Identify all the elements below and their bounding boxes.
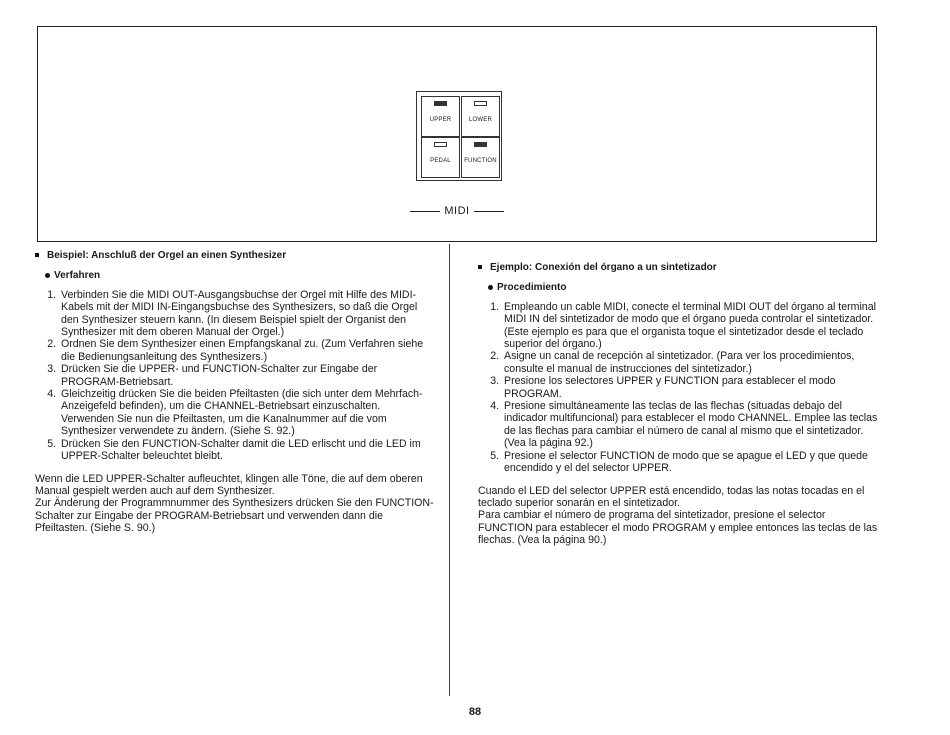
upper-button-label: UPPER: [429, 117, 452, 123]
spanish-heading-text: Ejemplo: Conexión del órgano a un sintetizador: [490, 262, 717, 273]
spanish-paragraph-2: Para cambiar el número de programa del sintetizador, presione el selector FUNCTION para establecer el modo PROGRAM y emplee entonces las teclas de las flechas. (Vea la página 90.): [478, 509, 878, 547]
spanish-subheading: [488, 282, 878, 294]
lower-led-indicator: [474, 101, 487, 106]
upper-button: [421, 96, 460, 137]
spanish-notes: [478, 485, 878, 547]
spanish-step: 5. Presione el selector FUNCTION de modo que se apague el LED y que quede encendido y el del selector UPPER.: [502, 450, 878, 475]
german-step: 2. Ordnen Sie dem Synthesizer einen Empfangskanal zu. (Zum Verfahren siehe die Bedienungsanleitung des Synthesizers.): [59, 338, 435, 363]
upper-led-indicator: [434, 101, 447, 106]
german-heading-text: Beispiel: Anschluß der Orgel an einen Synthesizer: [47, 250, 287, 261]
dot-bullet-icon: [488, 285, 493, 290]
midi-figure: [37, 26, 877, 242]
german-subheading-text: Verfahren: [54, 270, 101, 282]
function-led-indicator: [474, 142, 487, 147]
lower-button: [461, 96, 500, 137]
german-heading: [35, 250, 435, 262]
german-paragraph-1: Wenn die LED UPPER-Schalter aufleuchtet, klingen alle Töne, die auf dem oberen Manual gespielt werden auch auf dem Synthesizer.: [35, 472, 423, 497]
function-button-label: FUNCTION: [464, 158, 497, 164]
spanish-steps: [478, 301, 878, 475]
caption-text: MIDI: [444, 205, 470, 217]
german-step: 3. Drücken Sie die UPPER- und FUNCTION-Schalter zur Eingabe der PROGRAM-Betriebsart.: [59, 363, 435, 388]
spanish-step: 3. Presione los selectores UPPER y FUNCTION para establecer el modo PROGRAM.: [502, 375, 878, 400]
page-number: 88: [468, 706, 482, 718]
german-steps: [35, 289, 435, 463]
german-step: 4. Gleichzeitig drücken Sie die beiden Pfeiltasten (die sich unter dem Mehrfach-Anzeigefeld befinden), um die CHANNEL-Betriebsart einzuschalten. Verwenden Sie nun die Pfeiltasten, um die Kanalnummer auf die vom Synthesizer verwendete zu ändern. (Siehe S. 92.): [59, 388, 435, 438]
button-panel: [416, 91, 502, 181]
spanish-heading: [478, 262, 878, 274]
german-notes: [35, 473, 435, 535]
spanish-step: 2. Asigne un canal de recepción al sintetizador. (Para ver los procedimientos, consulte el manual de instrucciones del sintetizador.): [502, 350, 878, 375]
german-column: [35, 250, 435, 535]
german-subheading: [45, 270, 435, 282]
figure-caption: [38, 205, 876, 217]
square-bullet-icon: [35, 253, 39, 257]
spanish-column: [478, 262, 878, 547]
pedal-led-indicator: [434, 142, 447, 147]
spanish-subheading-text: Procedimiento: [497, 282, 567, 294]
german-step: 5. Drücken Sie den FUNCTION-Schalter damit die LED erlischt und die LED im UPPER-Schalter beleuchtet bleibt.: [59, 438, 435, 463]
spanish-paragraph-1: Cuando el LED del selector UPPER está encendido, todas las notas tocadas en el teclado superior sonarán en el sintetizador.: [478, 484, 865, 509]
spanish-step: 1. Empleando un cable MIDI, conecte el terminal MIDI OUT del órgano al terminal MIDI IN del sintetizador de modo que el órgano pueda controlar el sintetizador. (Este ejemplo es para que el organista toque el sintetizador desde el teclado superior del órgano.): [502, 301, 878, 351]
german-step: 1. Verbinden Sie die MIDI OUT-Ausgangsbuchse der Orgel mit Hilfe des MIDI-Kabels mit der MIDI IN-Eingangsbuchse des Synthesizers, so daß die Orgel den Synthesizer steuern kann. (In diesem Beispiel spielt der Organist den Synthesizer mit dem oberen Manual der Orgel.): [59, 289, 435, 339]
pedal-button-label: PEDAL: [430, 158, 451, 164]
dot-bullet-icon: [45, 273, 50, 278]
lower-button-label: LOWER: [468, 117, 492, 123]
column-divider: [449, 244, 450, 696]
german-paragraph-2: Zur Änderung der Programmnummer des Synthesizers drücken Sie den FUNCTION-Schalter zur Eingabe der PROGRAM-Betriebsart und verwenden dann die Pfeiltasten. (Siehe S. 90.): [35, 497, 434, 535]
pedal-button: [421, 137, 460, 178]
function-button: [461, 137, 500, 178]
spanish-step: 4. Presione simultáneamente las teclas de las flechas (situadas debajo del indicador multifuncional) para establecer el modo CHANNEL. Emplee las teclas de las flechas para cambiar el número de canal al mismo que el sintetizador. (Vea la página 92.): [502, 400, 878, 450]
caption-dash-right: [474, 211, 504, 212]
caption-dash-left: [410, 211, 440, 212]
square-bullet-icon: [478, 265, 482, 269]
